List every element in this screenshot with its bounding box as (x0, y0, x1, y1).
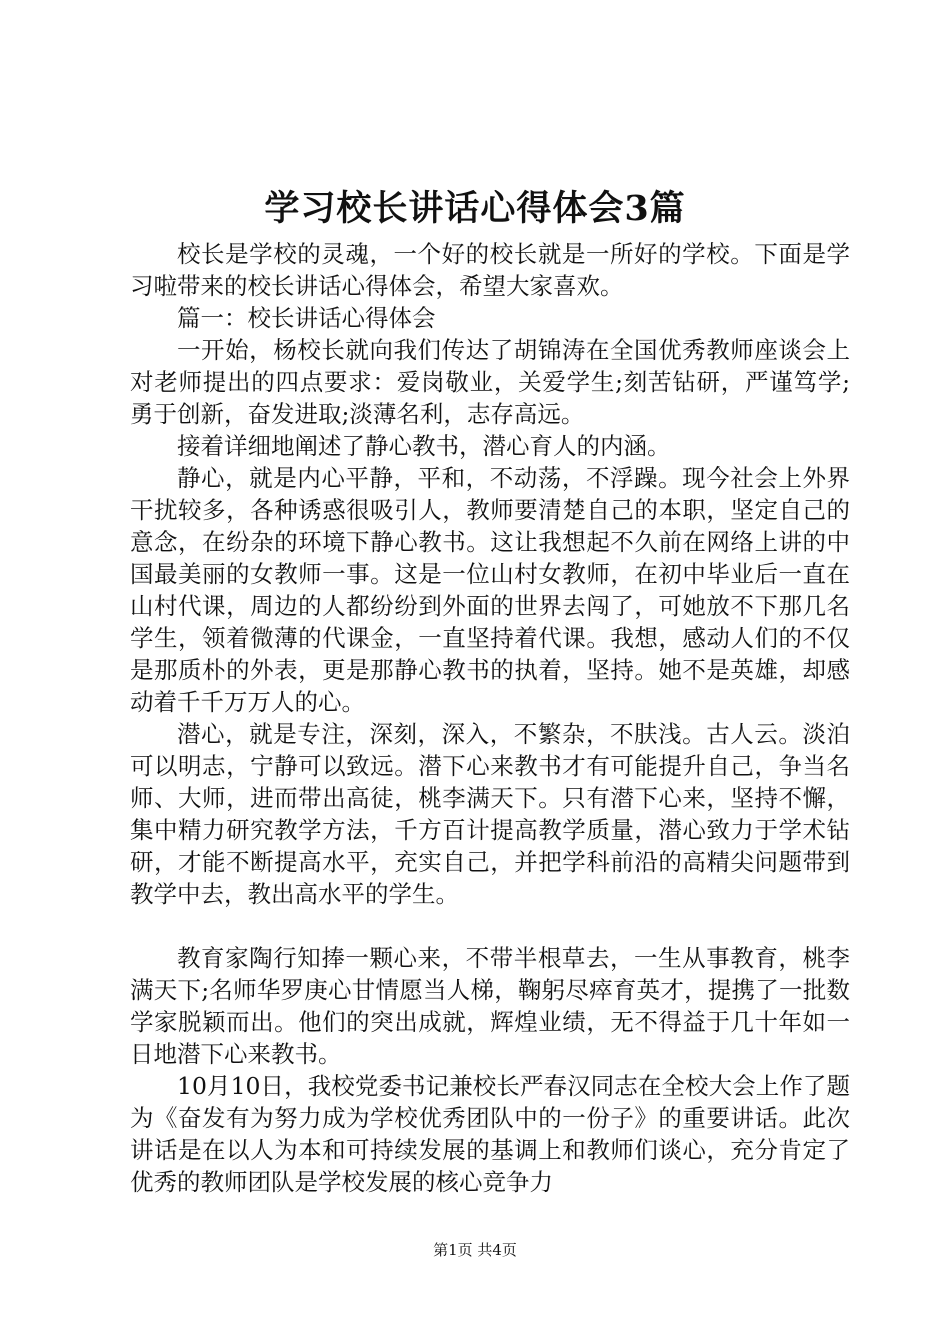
paragraph-connotation: 接着详细地阐述了静心教书，潜心育人的内涵。 (177, 432, 671, 460)
section-heading: 篇一：校长讲话心得体会 (177, 304, 436, 332)
document-title: 学习校长讲话心得体会3篇 (264, 188, 686, 229)
paragraph-calm-heart: 静心，就是内心平静，平和，不动荡，不浮躁。现今社会上外界干扰较多，各种诱惑很吸引人，教师要清楚自己的本职，坚定自己的意念，在纷杂的环境下静心教书。这让我想起不久前在网络上讲的中国最美丽的女教师一事。这是一位山村女教师，在初中毕业后一直在山村代课，周边的人都纷纷到外面的世界去闯了，可她放不下那几名学生，领着微薄的代课金，一直坚持着代课。我想，感动人们的不仅是那质朴的外表，更是那静心教书的执着，坚持。她不是英雄，却感动着千千万万人的心。 (130, 464, 850, 716)
paragraph-speech: 10月10日，我校党委书记兼校长严春汉同志在全校大会上作了题为《奋发有为努力成为学校优秀团队中的一份子》的重要讲话。此次讲话是在以人为本和可持续发展的基调上和教师们谈心，充分肯定了优秀的教师团队是学校发展的核心竞争力 (130, 1072, 850, 1196)
paragraph-requirements: 一开始，杨校长就向我们传达了胡锦涛在全国优秀教师座谈会上对老师提出的四点要求：爱岗敬业，关爱学生;刻苦钻研，严谨笃学;勇于创新，奋发进取;淡薄名利，志存高远。 (130, 336, 850, 428)
document-body (130, 238, 850, 1198)
page-number: 第1页 共4页 (433, 1241, 517, 1259)
paragraph-intro: 校长是学校的灵魂，一个好的校长就是一所好的学校。下面是学习啦带来的校长讲话心得体会，希望大家喜欢。 (130, 240, 850, 300)
paragraph-devoted-heart: 潜心，就是专注，深刻，深入，不繁杂，不肤浅。古人云。淡泊可以明志，宁静可以致远。潜下心来教书才有可能提升自己，争当名师、大师，进而带出高徒，桃李满天下。只有潜下心来，坚持不懈，集中精力研究教学方法，千方百计提高教学质量，潜心致力于学术钻研，才能不断提高水平，充实自己，并把学科前沿的高精尖问题带到教学中去，教出高水平的学生。 (130, 720, 850, 908)
paragraph-educators: 教育家陶行知捧一颗心来，不带半根草去，一生从事教育，桃李满天下;名师华罗庚心甘情愿当人梯，鞠躬尽瘁育英才，提携了一批数学家脱颖而出。他们的突出成就，辉煌业绩，无不得益于几十年如一日地潜下心来教书。 (130, 944, 850, 1068)
